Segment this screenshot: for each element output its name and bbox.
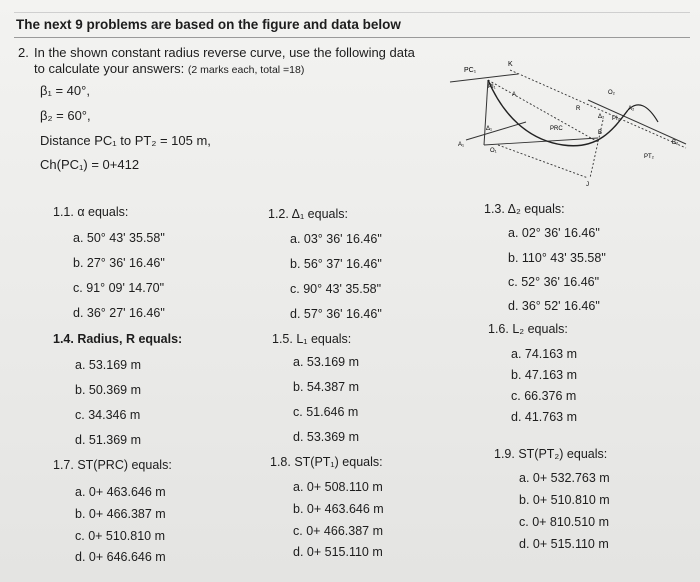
top-rule xyxy=(14,12,690,13)
option-1-8-d[interactable]: d. 0+ 515.110 m xyxy=(293,545,383,559)
option-1-5-d[interactable]: d. 53.369 m xyxy=(293,430,360,444)
label-pc1: PC₁ xyxy=(464,67,477,74)
question-1-5 xyxy=(272,332,351,346)
option-1-8-b[interactable]: b. 0+ 463.646 m xyxy=(293,502,384,516)
label-r: R xyxy=(576,106,581,112)
marks-note: (2 marks each, total =18) xyxy=(187,64,305,76)
label-b2: B₂ xyxy=(672,140,679,146)
question-title: 1.8. ST(PT₁) equals: xyxy=(270,455,383,469)
problem-number: 2. xyxy=(18,45,29,60)
option-1-5-a[interactable]: a. 53.169 m xyxy=(293,355,360,369)
label-d2: Δ₂ xyxy=(598,114,605,120)
question-1-6 xyxy=(488,322,568,336)
option-1-1-a[interactable]: a. 50° 43' 35.58" xyxy=(73,231,165,245)
option-1-4-c[interactable]: c. 34.346 m xyxy=(75,408,141,422)
vertical-dashed xyxy=(590,120,603,178)
given-chainage: Ch(PC₁) = 0+412 xyxy=(40,157,140,172)
option-1-4-d[interactable]: d. 51.369 m xyxy=(75,433,142,447)
question-1-1 xyxy=(53,205,128,219)
option-1-7-b[interactable]: b. 0+ 466.387 m xyxy=(75,507,166,521)
label-pi1: PI₁ xyxy=(488,84,496,90)
question-1-2 xyxy=(268,207,348,221)
given-beta2: β₂ = 60°, xyxy=(40,108,91,123)
option-1-3-a[interactable]: a. 02° 36' 16.46" xyxy=(508,226,600,240)
option-1-2-a[interactable]: a. 03° 36' 16.46" xyxy=(290,232,382,246)
option-1-2-c[interactable]: c. 90° 43' 35.58" xyxy=(290,282,382,296)
option-1-1-b[interactable]: b. 27° 36' 16.46" xyxy=(73,256,165,270)
problem-line-2: to calculate your answers: xyxy=(34,61,185,76)
problem-line-1: In the shown constant radius reverse curve, use the following data xyxy=(34,45,415,60)
question-1-7 xyxy=(53,458,172,472)
question-title: 1.9. ST(PT₂) equals: xyxy=(494,447,608,461)
option-1-8-c[interactable]: c. 0+ 466.387 m xyxy=(293,524,383,538)
question-1-9 xyxy=(494,447,607,461)
question-title: 1.7. ST(PRC) equals: xyxy=(53,458,172,472)
option-1-3-b[interactable]: b. 110° 43' 35.58" xyxy=(508,251,606,265)
question-1-3 xyxy=(484,202,565,216)
label-o2: O₂ xyxy=(608,90,615,96)
tangent-line-1 xyxy=(450,74,518,82)
option-1-5-b[interactable]: b. 54.387 m xyxy=(293,380,360,394)
problem-statement xyxy=(18,45,415,78)
label-k: K xyxy=(508,61,513,68)
question-title: 1.4. Radius, R equals: xyxy=(53,332,183,346)
given-beta1: β₁ = 40°, xyxy=(40,83,90,98)
option-1-9-a[interactable]: a. 0+ 532.763 m xyxy=(519,471,610,485)
option-1-8-a[interactable]: a. 0+ 508.110 m xyxy=(293,480,383,494)
label-a1: A₁ xyxy=(458,142,465,148)
option-1-1-c[interactable]: c. 91° 09' 14.70" xyxy=(73,281,165,295)
option-1-9-d[interactable]: d. 0+ 515.110 m xyxy=(519,537,609,551)
label-b: B xyxy=(598,130,603,136)
label-pi2: PI₂ xyxy=(612,116,620,122)
label-o1: O₁ xyxy=(490,148,497,154)
option-1-7-a[interactable]: a. 0+ 463.646 m xyxy=(75,485,166,499)
option-1-2-b[interactable]: b. 56° 37' 16.46" xyxy=(290,257,382,271)
question-title: 1.6. L₂ equals: xyxy=(488,322,568,336)
option-1-6-a[interactable]: a. 74.163 m xyxy=(511,347,578,361)
question-title: 1.1. α equals: xyxy=(53,205,129,219)
option-1-3-d[interactable]: d. 36° 52' 16.46" xyxy=(508,299,600,313)
chord-dashed-1 xyxy=(488,80,598,142)
option-1-4-b[interactable]: b. 50.369 m xyxy=(75,383,142,397)
option-1-1-d[interactable]: d. 36° 27' 16.46" xyxy=(73,306,165,320)
tangent-line-a1 xyxy=(466,122,526,140)
option-1-9-c[interactable]: c. 0+ 810.510 m xyxy=(519,515,609,529)
option-1-3-c[interactable]: c. 52° 36' 16.46" xyxy=(508,275,600,289)
option-1-6-b[interactable]: b. 47.163 m xyxy=(511,368,578,382)
reverse-curve-figure xyxy=(448,60,688,190)
option-1-7-d[interactable]: d. 0+ 646.646 m xyxy=(75,550,166,564)
label-j: J xyxy=(586,182,589,188)
section-heading: The next 9 problems are based on the figure and data below xyxy=(16,17,401,32)
label-prc: PRC xyxy=(550,126,563,132)
option-1-5-c[interactable]: c. 51.646 m xyxy=(293,405,359,419)
label-d1: Δ₁ xyxy=(486,126,493,132)
heading-underline xyxy=(14,37,690,38)
given-distance: Distance PC₁ to PT₂ = 105 m, xyxy=(40,133,211,148)
option-1-6-c[interactable]: c. 66.376 m xyxy=(511,389,577,403)
question-title: 1.5. L₁ equals: xyxy=(272,332,352,346)
label-pt2: PT₂ xyxy=(644,154,654,160)
option-1-9-b[interactable]: b. 0+ 510.810 m xyxy=(519,493,610,507)
option-1-2-d[interactable]: d. 57° 36' 16.46" xyxy=(290,307,382,321)
option-1-7-c[interactable]: c. 0+ 510.810 m xyxy=(75,529,165,543)
question-title: 1.3. Δ₂ equals: xyxy=(484,202,565,216)
radius-dashed xyxy=(498,145,588,178)
option-1-4-a[interactable]: a. 53.169 m xyxy=(75,358,142,372)
curve-arc xyxy=(488,80,628,146)
label-a: A xyxy=(512,92,517,98)
question-1-8 xyxy=(270,455,383,469)
question-title: 1.2. Δ₁ equals: xyxy=(268,207,348,221)
question-1-4 xyxy=(53,332,182,346)
option-1-6-d[interactable]: d. 41.763 m xyxy=(511,410,578,424)
label-a2: A₂ xyxy=(628,106,635,112)
